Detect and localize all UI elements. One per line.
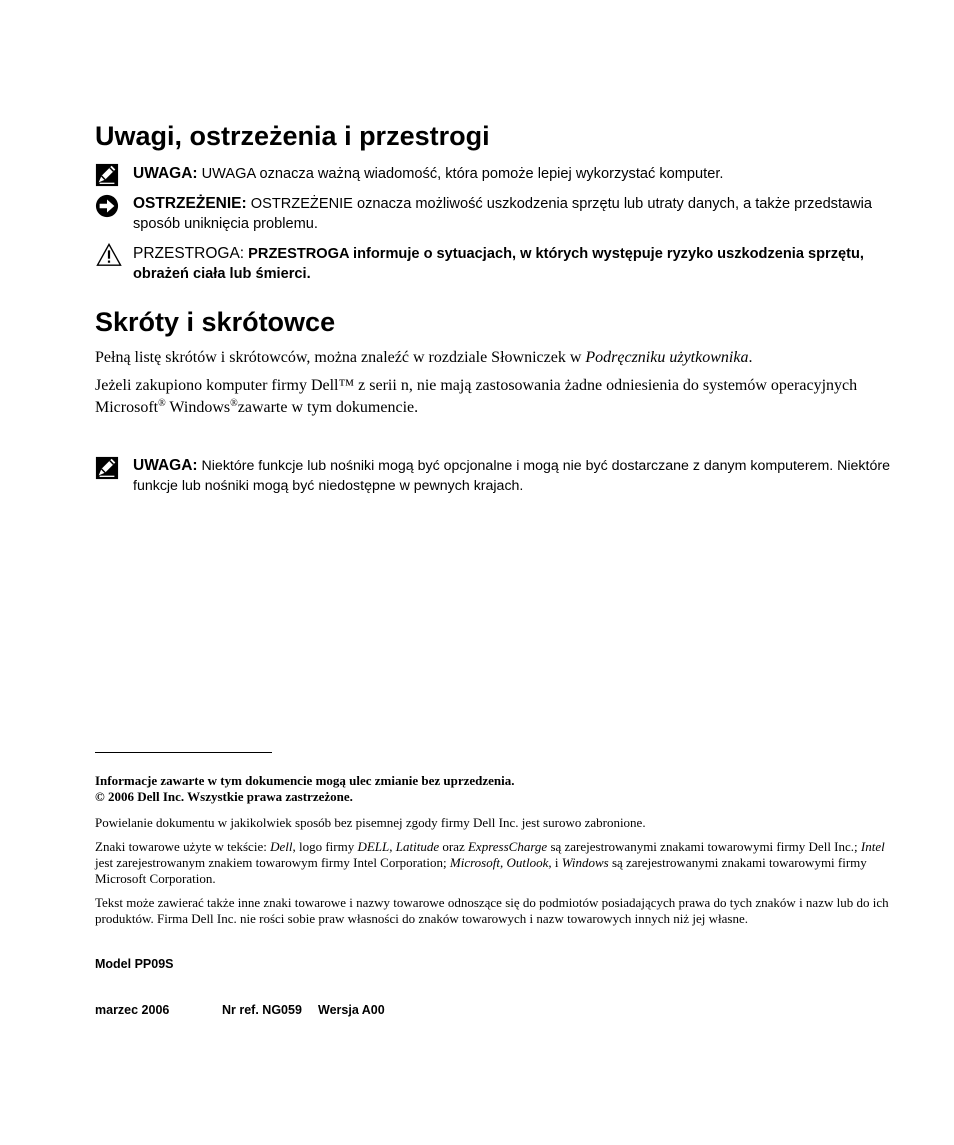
tm-latitude: Latitude [395,839,440,854]
reference-number: Nr ref. NG059 [222,1003,302,1017]
user-guide-title: Podręczniku użytkownika [585,349,749,366]
tm-text: , [389,839,396,854]
n-series-line: Jeżeli zakupiono komputer firmy Dell™ z serii n, nie mają zastosowania żadne odniesienia do systemów operacyjnych [95,377,858,394]
note-block-features [95,456,910,496]
note-label: UWAGA: [133,165,198,182]
tm-text: i [551,855,562,870]
note-block [95,164,895,184]
tm-dell-logo: DELL [357,839,390,854]
microsoft-text: Microsoft [95,399,159,416]
section-title-notes: Uwagi, ostrzeżenia i przestrogi [95,121,490,151]
glossary-end: . [748,349,753,366]
note-text: Niektóre funkcje lub nośniki mogą być opcjonalne i mogą nie być dostarczane z danym komputerem. Niektóre funkcje lub nośniki mogą być niedostępne w pewnych krajach. [133,458,890,494]
notice-text: OSTRZEŻENIE oznacza możliwość uszkodzenia sprzętu lub utraty danych, a także przedstawia sposób uniknięcia problemu. [133,196,873,232]
tm-microsoft: Microsoft, [449,855,504,870]
section-title-abbreviations: Skróty i skrótowce [95,307,336,337]
registered-mark: ® [158,398,166,409]
copyright-line: © 2006 Dell Inc. Wszystkie prawa zastrzeżone. [95,789,353,804]
tm-text: , logo firmy [292,839,358,854]
notice-arrow-icon [95,194,119,218]
legal-line-1: Informacje zawarte w tym dokumencie mogą ulec zmianie bez uprzedzenia. [95,773,515,788]
caution-label: PRZESTROGA: [133,245,245,262]
legal-change-notice [95,773,895,805]
notice-block [95,194,895,234]
tm-expresscharge: ExpressCharge [467,839,548,854]
reproduction-notice: Powielanie dokumentu w jakikolwiek sposób bez pisemnej zgody firmy Dell Inc. jest surowo zabronione. [95,815,646,830]
tm-dell: Dell [270,839,293,854]
tm-text: są zarejestrowanymi znakami towarowymi firmy Microsoft Corporation. [95,855,867,886]
tm-text: jest zarejestrowanym znakiem towarowym firmy Intel Corporation; [95,855,450,870]
note-pencil-icon [95,456,119,480]
tm-text: Znaki towarowe użyte w tekście: [95,839,271,854]
tm-text: oraz [439,839,468,854]
dell-n-series-paragraph [95,375,895,419]
tm-windows: Windows [561,855,609,870]
tm-outlook: Outlook, [506,855,552,870]
note-label: UWAGA: [133,457,198,474]
tm-intel: Intel [860,839,885,854]
note-text: UWAGA oznacza ważną wiadomość, która pomoże lepiej wykorzystać komputer. [201,166,724,182]
other-trademarks-notice: Tekst może zawierać także inne znaki towarowe i nazwy towarowe odnoszące się do podmiotów posiadających prawa do tych znaków i nazw lub do ich produktów. Firma Dell Inc. nie rości sobie praw własności do znaków towarowych i nazw towarowych innych niż jej własne. [95,895,889,926]
publication-date: marzec 2006 [95,1003,170,1017]
n-series-end: zawarte w tym dokumencie. [237,399,419,416]
registered-mark: ® [230,398,238,409]
glossary-text: Pełną listę skrótów i skrótowców, można znaleźć w rozdziale Słowniczek w [95,349,586,366]
glossary-paragraph [95,347,895,369]
caution-text: PRZESTROGA informuje o sytuacjach, w których występuje ryzyko uszkodzenia sprzętu, obrażeń ciała lub śmierci. [133,246,864,282]
model-number: Model PP09S [95,957,174,971]
windows-text: Windows [165,399,231,416]
footnote-divider [95,752,272,753]
caution-block [95,244,895,284]
note-pencil-icon [95,163,119,187]
caution-triangle-icon [95,243,123,267]
trademarks-notice [95,839,895,887]
tm-text: są zarejestrowanymi znakami towarowymi firmy Dell Inc.; [547,839,861,854]
version-number: Wersja A00 [318,1003,385,1017]
notice-label: OSTRZEŻENIE: [133,195,247,212]
